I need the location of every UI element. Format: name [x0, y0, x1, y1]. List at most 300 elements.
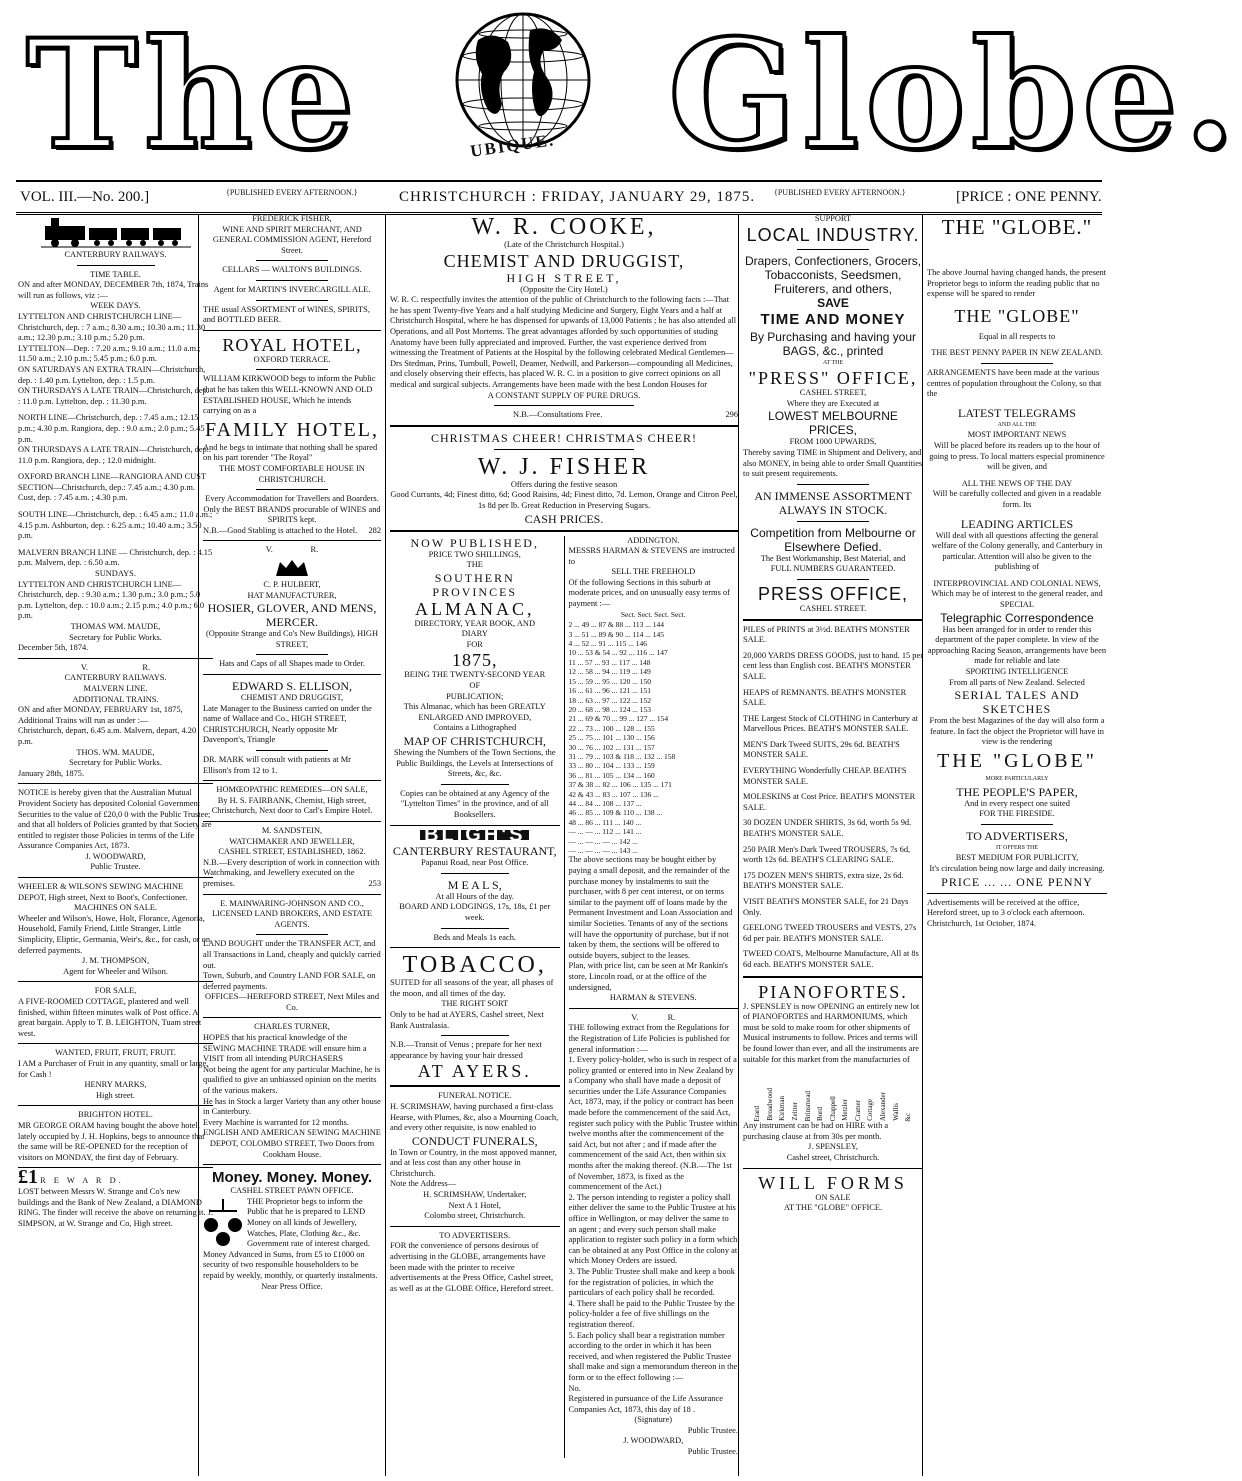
amp-notice: NOTICE is hereby given that the Australian Mutual Provident Society has deposited Colonial Government Securities to the value of £20,0 0 with the Public Trustee; and that all holders of Policies granted by that Society are entitled to register those Policies in terms of the Life Assurance Companies Act, 1873.	[18, 788, 212, 851]
addington-heading: ADDINGTON.	[627, 535, 680, 545]
signatory-title: Secretary for Public Works.	[69, 632, 162, 642]
stabling-note: N.B.—Good Stabling is attached to the Hotel. 282	[203, 525, 381, 535]
regulation-3: 3. The Public Trustee shall make and keep a book for the registration of policies, in which the particulars of each policy shall be recorded.	[568, 1266, 735, 1298]
cellars-address: CELLARS — WALTON'S BUILDINGS.	[222, 265, 362, 275]
save-label: SAVE	[817, 295, 849, 310]
accommodation: Every Accommodation for Travellers and Boarders.	[205, 494, 379, 504]
general-reader: Which may be of interest to the general reader, and	[931, 589, 1103, 599]
latest-telegrams: LATEST TELEGRAMS	[958, 405, 1076, 420]
diary: DIARY	[461, 629, 488, 639]
reward-text: LOST between Messrs W. Strange and Co's new buildings and the Bank of New Zealand, a DIAMOND RING. The finder will receive the above on returning it. J. SIMPSON, at W. Strange and Co, High street.	[18, 1186, 213, 1228]
tobacco-text: SUITED for all seasons of the year, all phases of the moon, and all times of the day.	[390, 978, 554, 998]
ellison-text: Late Manager to the Business carried on under the name of Wallace and Co., HIGH STREET, CHRISTCHURCH, Nearly opposite Mr Davenport's, Triangle	[203, 703, 372, 745]
section-row: 11 ... 57 ... 93 ... 117 ... 148	[568, 657, 651, 667]
sundays-heading: SUNDAYS.	[95, 569, 136, 579]
malvern-line-heading: MALVERN LINE.	[83, 683, 148, 693]
section-row: 31 ... 79 ... 103 & 118 ... 132 ... 158	[568, 751, 676, 761]
local-industry: LOCAL INDUSTRY.	[746, 224, 920, 245]
sporting-text: From all parts of New Zealand. Selected	[949, 677, 1085, 687]
cashel-street: CASHEL STREET,	[799, 388, 867, 398]
maker-name: Alexander	[879, 1091, 888, 1122]
section-row: — ... — ... — ... 142 ...	[568, 836, 638, 846]
section-row: 36 ... 81 ... 105 ... 134 ... 160	[568, 770, 655, 780]
southern-provinces: SOUTHERN PROVINCES	[432, 570, 518, 599]
maker-name: Bord	[816, 1107, 825, 1122]
beath-sale-list	[743, 625, 923, 971]
placed-before-readers: Will be placed before its readers up to the hour of going to press. To local matters especial prominence will be given, and	[929, 440, 1105, 472]
hire-note: Any instrument can be had on HIRE with a purchasing clause at from 30s per month.	[743, 1121, 889, 1141]
sandstein-note: N.B.—Every description of work in connection with Watchmaking, and Jewellery executed on the premises. 253	[203, 857, 381, 888]
reward-heading: R E W A R D.	[40, 1176, 124, 1186]
trustee-name-2: J. WOODWARD,	[623, 1436, 684, 1446]
beath-sale-item: PILES of PRINTS at 3½d. BEATH'S MONSTER SALE.	[743, 624, 910, 645]
wines-assortment: THE usual ASSORTMENT of WINES, SPIRITS, and BOTTLED BEER.	[203, 304, 370, 325]
beath-sale-item: MOLESKINS at Cost Price. BEATH'S MONSTER SALE.	[743, 792, 916, 812]
maker-name: Chappell	[828, 1095, 837, 1122]
cooke-late: (Late of the Christchurch Hospital.)	[504, 240, 624, 249]
sections-list	[569, 620, 739, 855]
column-3-split	[390, 536, 738, 1458]
section-row: 37 & 38 ... 82 ... 106 ... 135 ... 171	[568, 780, 672, 790]
directory: DIRECTORY, YEAR BOOK, AND	[414, 618, 536, 628]
more-particularly: MORE PARTICULARLY	[985, 776, 1049, 782]
cooke-supply: A CONSTANT SUPPLY OF PURE DRUGS.	[487, 390, 641, 400]
harman-intro: MESSRS HARMAN & STEVENS are instructed to	[568, 546, 735, 566]
twenty-second-year: BEING THE TWENTY-SECOND YEAR	[404, 670, 546, 680]
all-news-of-day: ALL THE NEWS OF THE DAY	[961, 478, 1073, 488]
hats-caps: Hats and Caps of all Shapes made to Order.	[219, 659, 365, 669]
registration-text: Registered in pursuance of the Life Assurance Companies Act, 1873, this day of 18 .	[568, 1394, 723, 1414]
beath-sale-item: 250 PAIR Men's Dark Tweed TROUSERS, 7s 6d, worth 12s 6d. BEATH'S CLEARING SALE.	[743, 844, 911, 865]
cashel-street-2: CASHEL STREET.	[799, 603, 867, 613]
beath-sale-item: HEAPS of REMNANTS. BEATH'S MONSTER SALE.	[743, 687, 907, 708]
conduct-funerals: CONDUCT FUNERALS,	[411, 1133, 538, 1148]
fisher-trade: WINE AND SPIRIT MERCHANT, AND GENERAL COMMISSION AGENT, Hereford Street.	[212, 224, 372, 255]
maker-name: Cramer	[853, 1100, 862, 1122]
beath-sale-item: 30 DOZEN UNDER SHIRTS, 3s 6d, worth 5s 9d. BEATH'S MONSTER SALE.	[743, 818, 912, 839]
regulation-2: 2. The person intending to register a policy shall either deliver the same to the Public Trustee at his office in Wellington, or may deliver the same to an agent ; and every such person shall make application to register such policy in a form which can be obtained at any Post Office in the colony at which Money Orders are issued.	[568, 1192, 738, 1266]
pawn-office-heading: CASHEL STREET PAWN OFFICE.	[230, 1186, 354, 1196]
globe-office: AT THE "GLOBE" OFFICE.	[783, 1203, 883, 1213]
beath-sale-item: MEN'S Dark Tweed SUITS, 29s 6d. BEATH'S MONSTER SALE.	[743, 739, 900, 760]
special-label: SPECIAL	[1000, 600, 1034, 610]
best-brands: Only the BEST BRANDS procurable of WINES and SPIRITS kept.	[203, 504, 381, 525]
maker-name: Cottage	[866, 1099, 875, 1122]
column-4	[738, 214, 923, 1476]
saving-time-money: Thereby saving TIME in Shipment and Delivery, and also MONEY, in being able to order Small Quantities to suit present requirements.	[743, 447, 923, 479]
published-note-left: {PUBLISHED EVERY AFTERNOON.}	[226, 188, 358, 197]
almanac-year: 1875,	[452, 650, 498, 671]
telegraphic-correspondence: Telegraphic Correspondence	[940, 610, 1094, 625]
fisher-name: FREDERICK FISHER,	[252, 214, 332, 223]
funeral-heading: FUNERAL NOTICE.	[438, 1091, 512, 1101]
signature-label: (Signature)	[634, 1415, 673, 1425]
agent-title: Agent for Wheeler and Wilson.	[63, 966, 168, 976]
additional-trains-text: ON and after MONDAY, FEBRUARY 1st, 1875, Additional Trains will run as under :—	[18, 705, 183, 725]
hat-manufacturer: HAT MANUFACTURER,	[247, 590, 337, 600]
undertaker-address: Colombo street, Christchurch.	[424, 1211, 526, 1221]
bags-printed: By Purchasing and having your BAGS, &c., printed	[749, 329, 917, 358]
map-description: Shewing the Numbers of the Town Sections, the Public Buildings, the Levels at Intersections of Streets, &c, &c.	[393, 748, 556, 779]
column-2	[198, 214, 381, 1476]
trustee-title-2: Public Trustee.	[687, 1447, 738, 1457]
published-note-right: {PUBLISHED EVERY AFTERNOON.}	[774, 188, 906, 197]
spensley-text: J. SPENSLEY is now OPENING an entirely new lot of PIANOFORTES and HARMONIUMS, which must be sold to make room for other shipments of Musical instruments to follow. Prices and terms will be found lower than ever, and all the instruments are suitable for this market from the manufacturies of	[743, 1001, 920, 1064]
hosier-glover: HOSIER, GLOVER, AND MENS, MERCER.	[207, 601, 377, 630]
oxford-branch: OXFORD BRANCH LINE—RANGIORA AND CUST SECTION—Christchurch, dep.: 7.45 a.m.; 4.30 p.m. Cust, dep. : 7.45 a.m. ; 4.30 p.m.	[18, 472, 206, 503]
turner-text-4: Every Machine is warranted for 12 months.	[203, 1117, 349, 1127]
maker-name: Broadwood	[765, 1088, 774, 1122]
volume-number: VOL. III.—No. 200.]	[20, 189, 150, 205]
sketches: SKETCHES	[982, 702, 1052, 717]
the-globe-3: THE "GLOBE"	[937, 750, 1097, 772]
to-advertisers-text: FOR the convenience of persons desirous of advertising in the GLOBE, arrangements have been made with the printer to receive advertisements at the Press Office, Cashel street, as well as at the GLOBE Office, Hereford street.	[390, 1241, 554, 1293]
place-and-date: CHRISTCHURCH : FRIDAY, JANUARY 29, 1875.	[399, 189, 756, 205]
machines-on-sale: MACHINES ON SALE.	[73, 903, 158, 913]
section-row: 16 ... 61 ... 96 ... 121 ... 151	[568, 686, 651, 696]
sandstein-name: M. SANDSTEIN,	[261, 825, 323, 835]
restaurant-address: Papanui Road, near Post Office.	[421, 858, 529, 868]
for-sale-heading: FOR SALE,	[94, 986, 137, 996]
money-heading: Money. Money. Money.	[211, 1169, 372, 1187]
comfortable-house: THE MOST COMFORTABLE HOUSE IN CHRISTCHURCH.	[219, 463, 365, 484]
notice-date: December 5th, 1874.	[18, 643, 89, 653]
lyttelton-line: LYTTELTON AND CHRISTCHURCH LINE—Christchurch, dep. : 7 a.m.; 8.30 a.m.; 10.30 a.m.; 11.30 a.m.; 12.30 p.m.; 3.10 p.m.; 5.20 p.m.	[18, 311, 206, 343]
section-row: 46 ... 85 ... 109 & 110 ... 138 ...	[568, 808, 663, 818]
turner-name: CHARLES TURNER,	[254, 1022, 330, 1032]
cooke-text: W. R. C. respectfully invites the attention of the public of Christchurch to the following facts :—That he has spent Twenty-five Years and a half studying Medicine and Surgery, Eight Years and a half at Christchurch Hospital, where he has dispensed for upwards of 13,000 Patients ; he has also attended all Operations, and all Post Mortems. The great advantages afforded by such opportunities of studing Anatomy have been fully appreciated and improved. Further, the vast experience derived from witnessing the Treatment of Patients at the Hospital by the following celebrated Medical Gentlemen—Drs Stedman, Prins, Turnbull, Powell, Deamer, Nedwill, and Parkerson—compounding all Medicines, and closely observing their effects, has placed W. R. C. in a position to give correct opinions on all medical and surgical subjects. Arrangements have been made with the best London Houses for	[390, 295, 737, 389]
spensley-name: J. SPENSLEY,	[808, 1142, 858, 1152]
maker-name: Erard	[753, 1105, 762, 1122]
section-row: 30 ... 76 ... 102 ... 131 ... 157	[568, 742, 655, 752]
maker-name: Zeitter	[790, 1102, 799, 1122]
homoeopathic-heading: HOMŒOPATHIC REMEDIES—ON SALE,	[216, 785, 368, 795]
now-published: NOW PUBLISHED,	[410, 535, 539, 550]
south-line: SOUTH LINE—Christchurch, dep. : 6.45 a.m.; 11.0 a.m.; 4.15 p.m. Ashburton, dep. : 6.25 a.m.; 10.40 a.m.; 3.50 p.m.	[18, 510, 213, 541]
section-row: 2 ... 49 ... 87 & 88 ... 113 ... 144	[568, 620, 665, 630]
sell-freehold: SELL THE FREEHOLD	[611, 567, 696, 577]
arrangements-text: ARRANGEMENTS have been made at the various centres of population throughout the Colony, so that the	[927, 367, 1102, 399]
masthead-title-left: The	[26, 7, 361, 183]
restaurant-heading: CANTERBURY RESTAURANT,	[392, 844, 557, 859]
kirkwood-notice: WILLIAM KIRKWOOD begs to inform the Public that he has taken this WELL-KNOWN AND OLD ESTABLISHED HOUSE, Which he intends carrying on as a	[203, 374, 376, 416]
signatory-name: THOMAS WM. MAUDE,	[70, 622, 161, 631]
section-row: 3 ... 51 ... 89 & 90 ... 114 ... 145	[568, 629, 665, 639]
beath-sale-item: TWEED COATS, Melbourne Manufacture, All at 8s 6d each. BEATH'S MONSTER SALE.	[743, 949, 919, 969]
mainwaring-heading: E. MAINWARING-JOHNSON AND CO., LICENSED LAND BROKERS, AND ESTATE AGENTS.	[211, 898, 373, 929]
section-row: 42 & 43 ... 83 ... 107 ... 136 ...	[568, 789, 659, 799]
malvern-branch: MALVERN BRANCH LINE — Christchurch, dep. : 4.15 p.m. Malvern, dep. : 6.50 a.m.	[18, 547, 213, 568]
sewing-depot: ENGLISH AND AMERICAN SEWING MACHINE DEPOT, COLOMBO STREET, Two Doors from Cookham House.	[203, 1128, 381, 1159]
interprovincial-news: INTERPROVINCIAL AND COLONIAL NEWS,	[933, 578, 1101, 588]
undertaker-name: H. SCRIMSHAW, Undertaker,	[423, 1190, 527, 1200]
sections-terms: The above sections may be bought either by paying a small deposit, and the remainder of the purchase money by instalments to suit the purchaser, with 8 per cent interest, or on terms similar to the payment off of loans made by the Permanent Investment and Loan Association and similar Societies. Tenants of any of the sections will have the opportunity of purchase, but if not taken by them, the sections will be offered to outside buyers, subject to the leases.	[568, 855, 733, 960]
leading-articles-text: Will deal with all questions affecting the general welfare of the Colony generally, and Canterbury in particular. Attention will also be given to the publishing of	[931, 530, 1103, 572]
regulation-4: 4. There shall be paid to the Public Trustee by the policy-holder a fee of five shillings on the registration thereof.	[568, 1298, 735, 1329]
hulbert-name: C. P. HULBERT,	[263, 580, 321, 590]
drapers-list: Drapers, Confectioners, Grocers, Tobacconists, Seedsmen, Fruiterers, and others,	[744, 253, 922, 296]
dr-mark-note: DR. MARK will consult with patients at Mr Ellison's from 12 to 1.	[203, 755, 351, 775]
machines-list: Wheeler and Wilson's, Howe, Holt, Florance, Agenoria, Household, Family Friend, Little Stranger, Little Simplicity, Eliptic, Germania, Weir's, &c., for cash, or on deferred payments.	[18, 913, 211, 955]
section-row: — ... — ... 112 ... 141 ...	[568, 827, 642, 837]
leading-articles: LEADING ARTICLES	[960, 516, 1074, 531]
dateline	[16, 180, 1102, 215]
circulation-text: It's circulation being now large and daily increasing.	[929, 863, 1105, 873]
wanted-fruit-text: I AM a Purchaser of Fruit in any quantity, small or large, for Cash !	[18, 1058, 209, 1079]
notice-date-2: January 28th, 1875.	[18, 768, 85, 778]
pawn-text-2: Money Advanced in Sums, from £5 to £1000 on security of two responsible householders to be repaid by weekly, monthly, or quarterly instalments.	[203, 1249, 378, 1280]
price-two-shillings: PRICE TWO SHILLINGS,	[428, 549, 521, 559]
watchmaker-heading: WATCHMAKER AND JEWELLER,	[229, 836, 355, 846]
royal-arms-vr-2: V. R.	[265, 545, 319, 555]
land-for-sale: Town, Suburb, and Country LAND FOR SALE, on deferred payments.	[203, 971, 376, 991]
wj-fisher-heading: W. J. FISHER	[477, 453, 651, 480]
railway-intro: ON and after MONDAY, DECEMBER 7th, 1874, Trains will run as follows, viz :—	[18, 280, 209, 300]
trustee-title: Public Trustee.	[90, 862, 141, 872]
column-1	[18, 214, 213, 1476]
royal-arms-vr: V. R.	[80, 662, 151, 672]
signatory-title-2: Secretary for Public Works.	[69, 758, 162, 768]
beath-sale-item: VISIT BEATH'S MONSTER SALE, for 21 Days Only.	[743, 897, 909, 917]
royal-arms-vr-3: V. R.	[631, 1012, 676, 1022]
will-forms: WILL FORMS	[758, 1172, 908, 1193]
at-ayers: AT AYERS.	[417, 1061, 532, 1082]
section-row: 21 ... 69 & 70 ... 99 ... 127 ... 154	[568, 714, 669, 724]
the-globe-2: THE "GLOBE"	[954, 305, 1080, 326]
harman-signature: HARMAN & STEVENS.	[609, 993, 697, 1003]
competition-defied: Competition from Melbourne or Elsewhere Defied.	[750, 525, 916, 554]
fisher-offers: Offers during the festive season	[510, 479, 618, 489]
venus-note: N.B.—Transit of Venus ; prepare for her next appearance by having your hair dressed	[390, 1040, 542, 1060]
saturday-train: ON SATURDAYS AN EXTRA TRAIN—Christchurch, dep. : 1.40 p.m. Lyttelton, dep. : 1.5 p.m.	[18, 364, 206, 385]
regulation-1: 1. Every policy-holder, who is such in respect of a policy granted or entered into in New Zealand by a Company who shall have made a deposit of securities under the Life Assurance Companies Act, 1873, may, if the policy or contract has been made before the commencement of the said Act, register such policy with the Public Trustee within twelve months after the commencement of the said Act, but not after ; and if made after the commencement of the said Act, then within six months after the making thereof. (N.B.—The 1st of November, 1873, is fixed as the commencement of the Act.)	[568, 1055, 738, 1192]
section-row: 4 ... 52 ... 91 ... 115 ... 146	[568, 639, 647, 649]
magazines-text: From the best Magazines of the day will also form a feature. In fact the object the Proprietor will have in view is the rendering	[929, 716, 1105, 747]
serial-tales: SERIAL TALES AND	[954, 688, 1080, 703]
turner-text-1: HOPES that his practical knowledge of the SEWING MACHINE TRADE will ensure him a VISIT from all intending PURCHASERS	[203, 1033, 367, 1064]
section-row: — ... — ... — ... 143 ...	[568, 846, 638, 855]
beath-sale-item: 20,000 YARDS DRESS GOODS, just to hand. 15 per cent less than English cost. BEATH'S MONSTER SALE.	[743, 650, 923, 681]
meals-hours: At all Hours of the day.	[435, 891, 515, 901]
spensley-address: Cashel street, Christchurch.	[786, 1152, 880, 1162]
lithographed: Contains a Lithographed	[433, 723, 517, 733]
equal-respects: Equal in all respects to	[978, 331, 1056, 341]
fairbank-ad: By H. S. FAIRBANK, Chemist, High street, Christchurch, Next door to Carl's Empire Hotel.	[211, 795, 373, 816]
undertaker-next-to: Next A 1 Hotel,	[448, 1200, 502, 1210]
maker-name: Kirkman	[778, 1096, 787, 1122]
to-advertisers-heading: TO ADVERTISERS.	[439, 1230, 511, 1240]
lyttelton-departures: LYTTELTON—Dep. : 7.20 a.m.; 9.10 a.m.; 11.0 a.m.; 11.50 a.m.; 2.10 p.m.; 5.45 p.m.; 6.0 p.m.	[18, 343, 201, 364]
turner-text-3: He has in Stock a larger Variety than any other house in Canterbury.	[203, 1096, 381, 1117]
section-row: 33 ... 80 ... 104 ... 133 ... 159	[568, 761, 655, 771]
beath-sale-item: EVERYTHING Wonderfully CHEAP. BEATH'S MONSTER SALE.	[743, 766, 907, 786]
column-5	[922, 214, 1107, 1476]
blighs-heading: BLIGH'S	[420, 830, 529, 841]
maker-name: Wallis	[891, 1103, 900, 1122]
and-all-the: AND ALL THE	[997, 421, 1037, 428]
wanted-fruit-heading: WANTED, FRUIT, FRUIT, FRUIT.	[55, 1048, 176, 1058]
section-row: 25 ... 75 ... 101 ... 130 ... 156	[568, 733, 655, 743]
every-respect: And in every respect one suited	[964, 798, 1070, 808]
sections-header: Sect. Sect. Sect. Sect.	[620, 609, 686, 619]
sandstein-address: CASHEL STREET, ESTABLISHED, 1862.	[218, 847, 366, 857]
journal-changed-hands: The above Journal having changed hands, the present Proprietor begs to inform the reading public that no expense will be spared to render	[927, 268, 1107, 299]
beds-meals: Beds and Meals 1s each.	[433, 932, 517, 942]
cooke-heading: W. R. COOKE,	[471, 214, 657, 240]
right-sort: THE RIGHT SORT	[441, 999, 509, 1009]
wheeler-wilson-ad: WHEELER & WILSON'S SEWING MACHINE DEPOT, High street, Next to Boot's, Confectioner.	[18, 882, 188, 902]
pianofortes-heading: PIANOFORTES.	[758, 981, 908, 1002]
telegraphic-text: Has been arranged for in order to render this department of the paper complete. In view of the approaching Racing Season, arrangements have been made for reliable and late	[927, 624, 1107, 666]
trustee-name: J. WOODWARD,	[85, 851, 146, 861]
turner-text-2: Not being the agent for any particular Machine, he is qualified to give an unbiassed opinion on the merits of the various makers.	[203, 1064, 381, 1096]
best-penny-paper: THE BEST PENNY PAPER IN NEW ZEALAND.	[931, 348, 1103, 358]
support-label: SUPPORT	[814, 214, 852, 223]
family-hotel-heading: FAMILY HOTEL,	[205, 418, 379, 441]
cash-prices: CASH PRICES.	[524, 511, 604, 526]
beath-sale-item: THE Largest Stock of CLOTHING in Canterbury at Marvellous Prices. BEATH'S MONSTER SALE.	[743, 713, 918, 734]
best-workmanship: The Best Workmanship, Best Material, and	[760, 553, 906, 563]
on-sale: ON SALE	[815, 1192, 851, 1202]
harman-terms: Of the following Sections in this suburb at moderate prices, and on unusually easy terms of payment :—	[568, 577, 730, 609]
funeral-text: H. SCRIMSHAW, having purchased a first-class Hearse, with Plumes, &c, also a Mourning Coach, and every other requisite, is now enabled to	[390, 1101, 559, 1133]
purchaser-address: High street.	[95, 1090, 136, 1100]
section-row: 15 ... 59 ... 95 ... 120 ... 150	[568, 676, 651, 686]
press-office: "PRESS" OFFICE,	[748, 368, 918, 389]
royal-hotel-address: OXFORD TERRACE.	[253, 354, 331, 364]
ellison-trade: CHEMIST AND DRUGGIST,	[240, 693, 344, 703]
board-lodgings: BOARD AND LODGINGS, 17s, 18s, £1 per week.	[399, 902, 551, 922]
agent-ale: Agent for MARTIN'S INVERCARGILL ALE.	[213, 284, 371, 294]
pawn-text: THE Proprietor begs to inform the Public that he is prepared to LEND Money on all kinds of Jewellery, Watches, Plate, Clothing &c., &c. Government rate of interest charged.	[247, 1196, 370, 1249]
beath-sale-item: GEELONG TWEED TROUSERS and VESTS, 27s 6d per pair. BEATH'S MONSTER SALE.	[743, 923, 917, 943]
the-globe-heading: THE "GLOBE."	[941, 215, 1093, 239]
immense-assortment: AN IMMENSE ASSORTMENT ALWAYS IN STOCK.	[754, 488, 912, 517]
almanac-enlarged: This Almanac, which has been GREATLY ENLARGED AND IMPROVED,	[403, 702, 546, 722]
pawn-address: Near Press Office.	[261, 1281, 323, 1291]
cottage-ad: A FIVE-ROOMED COTTAGE, plastered and well finished, within fifteen minutes walk of Post office. A great bargain. Apply to T. B. LEIGHTON, Tuam street west.	[18, 997, 202, 1038]
tobacco-heading: TOBACCO,	[402, 952, 547, 979]
section-row: 22 ... 73 ... 100 ... 128 ... 155	[568, 723, 655, 733]
lowest-prices: LOWEST MELBOURNE PRICES,	[768, 409, 898, 438]
masthead-title-right: Globe.	[668, 7, 1242, 183]
advertisements-received: Advertisements will be received at the office, Hereford street, up to 3 o'clock each afternoon.	[927, 897, 1085, 918]
best-medium: BEST MEDIUM FOR PUBLICITY,	[955, 853, 1079, 863]
time-table-heading: TIME TABLE.	[90, 269, 141, 279]
reward-amount: £1	[18, 1166, 38, 1189]
price-one-penny: PRICE ... ... ONE PENNY	[941, 874, 1093, 889]
at-the-label: AT THE	[822, 359, 844, 366]
from-1000: FROM 1000 UPWARDS,	[789, 437, 877, 447]
ellison-name: EDWARD S. ELLISON,	[232, 679, 352, 694]
for-label: FOR	[466, 639, 483, 649]
funeral-text-2: In Town or Country, in the most appoved manner, and at less cost than any other house in Christchurch.	[390, 1147, 557, 1178]
cooke-opposite: (Opposite the City Hotel.)	[520, 284, 608, 294]
signatory-name-2: THOS. WM. MAUDE,	[76, 747, 155, 757]
agent-name: J. M. THOMPSON,	[81, 956, 150, 966]
cooke-nb: N.B.—Consultations Free. 296	[513, 410, 738, 420]
it-offers: IT OFFERS THE	[995, 844, 1039, 851]
royal-arms-icon	[272, 558, 312, 578]
maker-name: Metzler	[841, 1099, 850, 1122]
land-offices: OFFICES—HEREFORD STREET, Next Miles and Co.	[204, 992, 380, 1012]
column-3	[385, 214, 738, 1476]
week-days-heading: WEEK DAYS.	[90, 301, 141, 311]
for-fireside: FOR THE FIRESIDE.	[979, 809, 1055, 819]
column-3-left	[390, 536, 560, 1458]
section-row: 48 ... 86 ... 111 ... 140 ...	[568, 817, 642, 827]
carefully-collected: Will be carefully collected and given in a readable form. Its	[932, 489, 1102, 509]
registration-no: No.	[568, 1383, 581, 1393]
maker-name: Brinsmead	[803, 1090, 812, 1122]
the-label: THE	[466, 560, 483, 570]
copies-note: Copies can be obtained at any Agency of the "Lyttelton Times" in the province, and of all Booksellers.	[400, 788, 550, 819]
section-row: 12 ... 58 ... 94 ... 119 ... 149	[568, 667, 651, 677]
additional-trains-heading: ADDITIONAL TRAINS.	[72, 694, 159, 704]
section-row: 44 ... 84 ... 108 ... 137 ...	[568, 798, 642, 808]
thursday-train: ON THURSDAYS A LATE TRAIN—Christchurch, dep. : 11.0 p.m. Lyttelton, dep. : 11.30 p.m.	[18, 386, 209, 406]
extract-intro: THE following extract from the Regulations for the Registration of Life Policies is published for general information :—	[568, 1023, 730, 1054]
publication: PUBLICATION;	[446, 691, 504, 701]
railways-heading: CANTERBURY RAILWAYS.	[64, 250, 167, 259]
brighton-hotel-text: MR GEORGE ORAM having bought the above hotel, lately occupied by J. H. Hopkins, begs to announce that the same will be RE-OPENED for the reception of visitors on MONDAY, the first day of February.	[18, 1120, 205, 1162]
note-address: Note the Address—	[390, 1179, 457, 1189]
plan-note: Plan, with price list, can be seen at Mr Rankin's store, Lincoln road, or at the office of the undersigned,	[568, 961, 728, 992]
fisher-prices: Good Currants, 4d; Finest ditto, 6d; Good Raisins, 4d; Finest ditto, 7d. Lemon, Orange and Citron Peel, 1s 8d per lb. Great Reduction in Preserving Sugars.	[390, 490, 738, 510]
masthead	[0, 0, 1242, 183]
royal-hotel-heading: ROYAL HOTEL,	[222, 334, 362, 355]
section-row: 10 ... 53 & 54 ... 92 ... 116 ... 147	[568, 648, 668, 658]
almanac-heading: ALMANAC,	[414, 598, 535, 619]
executed-at: Where they are Executed at	[786, 398, 880, 408]
makers-list	[743, 1065, 923, 1121]
purchaser-name: HENRY MARKS,	[84, 1080, 147, 1090]
maker-name: &c	[904, 1112, 913, 1122]
full-numbers: FULL NUMBERS GUARANTEED.	[770, 564, 896, 574]
masthead-motto: UBIQUE.	[469, 130, 557, 161]
hulbert-address: (Opposite Strange and Co's New Buildings), HIGH STREET,	[205, 629, 378, 649]
ayers-address: Only to be had at AYERS, Cashel street, Next Bank Australasia.	[390, 1009, 544, 1030]
pawnbroker-balls-icon	[203, 1197, 243, 1249]
meals-heading: M E A L S,	[447, 877, 502, 892]
cooke-street: HIGH STREET,	[506, 270, 622, 285]
railways-heading-2: CANTERBURY RAILWAYS.	[64, 673, 167, 683]
dated-line: Christchurch, 1st October, 1874.	[927, 918, 1036, 928]
christmas-cheer: CHRISTMAS CHEER! CHRISTMAS CHEER!	[430, 430, 698, 445]
press-office-2: PRESS OFFICE,	[757, 583, 909, 604]
map-of-christchurch: MAP OF CHRISTCHURCH,	[403, 734, 547, 749]
brighton-hotel-heading: BRIGHTON HOTEL.	[78, 1110, 153, 1120]
sporting-intelligence: SPORTING INTELLIGENCE	[965, 667, 1069, 677]
public-trustee-label: Public Trustee.	[687, 1425, 738, 1435]
time-and-money: TIME AND MONEY	[760, 310, 906, 328]
column-3-right	[564, 536, 739, 1458]
peoples-paper: THE PEOPLE'S PAPER,	[956, 784, 1078, 799]
beath-sale-item: 175 DOZEN MEN'S SHIRTS, extra size, 2s 6d. BEATH'S MONSTER SALE.	[743, 870, 904, 891]
to-advertisers: TO ADVERTISERS,	[966, 828, 1068, 843]
cooke-trade: CHEMIST AND DRUGGIST,	[443, 250, 685, 271]
section-row: 18 ... 63 ... 97 ... 122 ... 152	[568, 695, 651, 705]
most-important-news: MOST IMPORTANT NEWS	[967, 430, 1067, 440]
locomotive-icon	[41, 216, 191, 248]
north-line: NORTH LINE—Christchurch, dep. : 7.45 a.m.; 12.15 p.m.; 4.30 p.m. Rangiora, dep. : 9.0 a.m.; 2.0 p.m.; 5.45 p.m.	[18, 413, 205, 444]
sunday-trains: LYTTELTON AND CHRISTCHURCH LINE—Christchurch, dep. : 9.30 a.m.; 1.30 p.m.; 3.0 p.m.; 5.0 p.m. Lyttelton, dep. : 10.0 a.m.; 2.15 p.m.; 4.0 p.m.; 6.0 p.m.	[18, 579, 205, 621]
additional-trains-times: Christchurch, depart, 6.45 a.m. Malvern, depart, 4.20 p.m.	[18, 726, 197, 746]
thursday-train-north: ON THURSDAYS A LATE TRAIN—Christchurch, dep.: 11.0 p.m. Rangiora, dep. ; 12.0 midnight.	[18, 445, 212, 465]
section-row: 20 ... 68 ... 98 ... 124 ... 153	[568, 704, 651, 714]
price-label: [PRICE : ONE PENNY.	[956, 189, 1102, 205]
family-hotel-text: And he begs to intimate that nothing shall be spared on his part torender "The Royal"	[203, 442, 378, 463]
